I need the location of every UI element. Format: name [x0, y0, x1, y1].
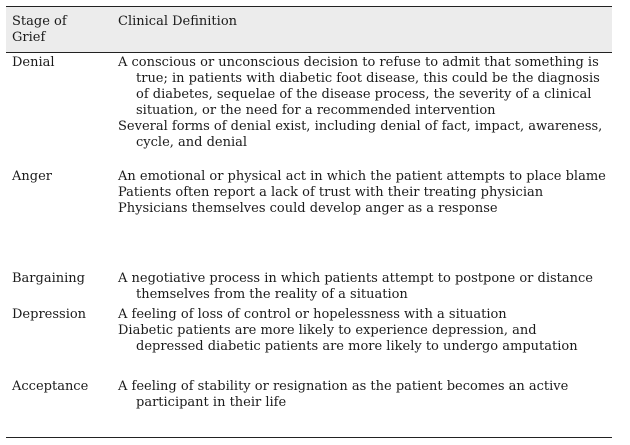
header-definition: Clinical Definition — [118, 14, 238, 29]
stage-acceptance: Acceptance — [12, 379, 89, 394]
stage-anger: Anger — [12, 169, 52, 184]
definition-text: A conscious or unconscious decision to refuse to admit that something is true; in patients with diabetic foot disease, this could be the diagnosis of diabetes, sequelae of the disease process, the severity of a clinical situation, or the need for a recommended intervention — [118, 55, 600, 118]
definition-text: A feeling of stability or resignation as the patient becomes an active participant in their life — [118, 379, 569, 410]
table-bottom-rule — [6, 437, 612, 438]
definitions-bargaining — [118, 271, 606, 303]
definitions-depression — [118, 307, 606, 355]
definition-text: Several forms of denial exist, including denial of fact, impact, awareness, cycle, and denial — [118, 119, 603, 150]
definitions-acceptance — [118, 379, 606, 411]
definition-text: Patients often report a lack of trust with their treating physician — [118, 185, 544, 200]
definitions-anger — [118, 169, 606, 217]
stage-denial: Denial — [12, 55, 55, 70]
definition-text: An emotional or physical act in which the patient attempts to place blame — [118, 169, 606, 184]
definition-text: A feeling of loss of control or hopelessness with a situation — [118, 307, 507, 322]
definitions-denial — [118, 55, 606, 151]
definition-text: Diabetic patients are more likely to experience depression, and depressed diabetic patients are more likely to undergo amputation — [118, 323, 578, 354]
stage-bargaining: Bargaining — [12, 271, 85, 286]
definition-text: Physicians themselves could develop anger as a response — [118, 201, 498, 216]
stage-depression: Depression — [12, 307, 87, 322]
header-stage: Stage of Grief — [12, 14, 67, 45]
table-header — [6, 7, 612, 52]
definition-text: A negotiative process in which patients attempt to postpone or distance themselves from the reality of a situation — [118, 271, 594, 302]
header-rule — [6, 52, 612, 53]
